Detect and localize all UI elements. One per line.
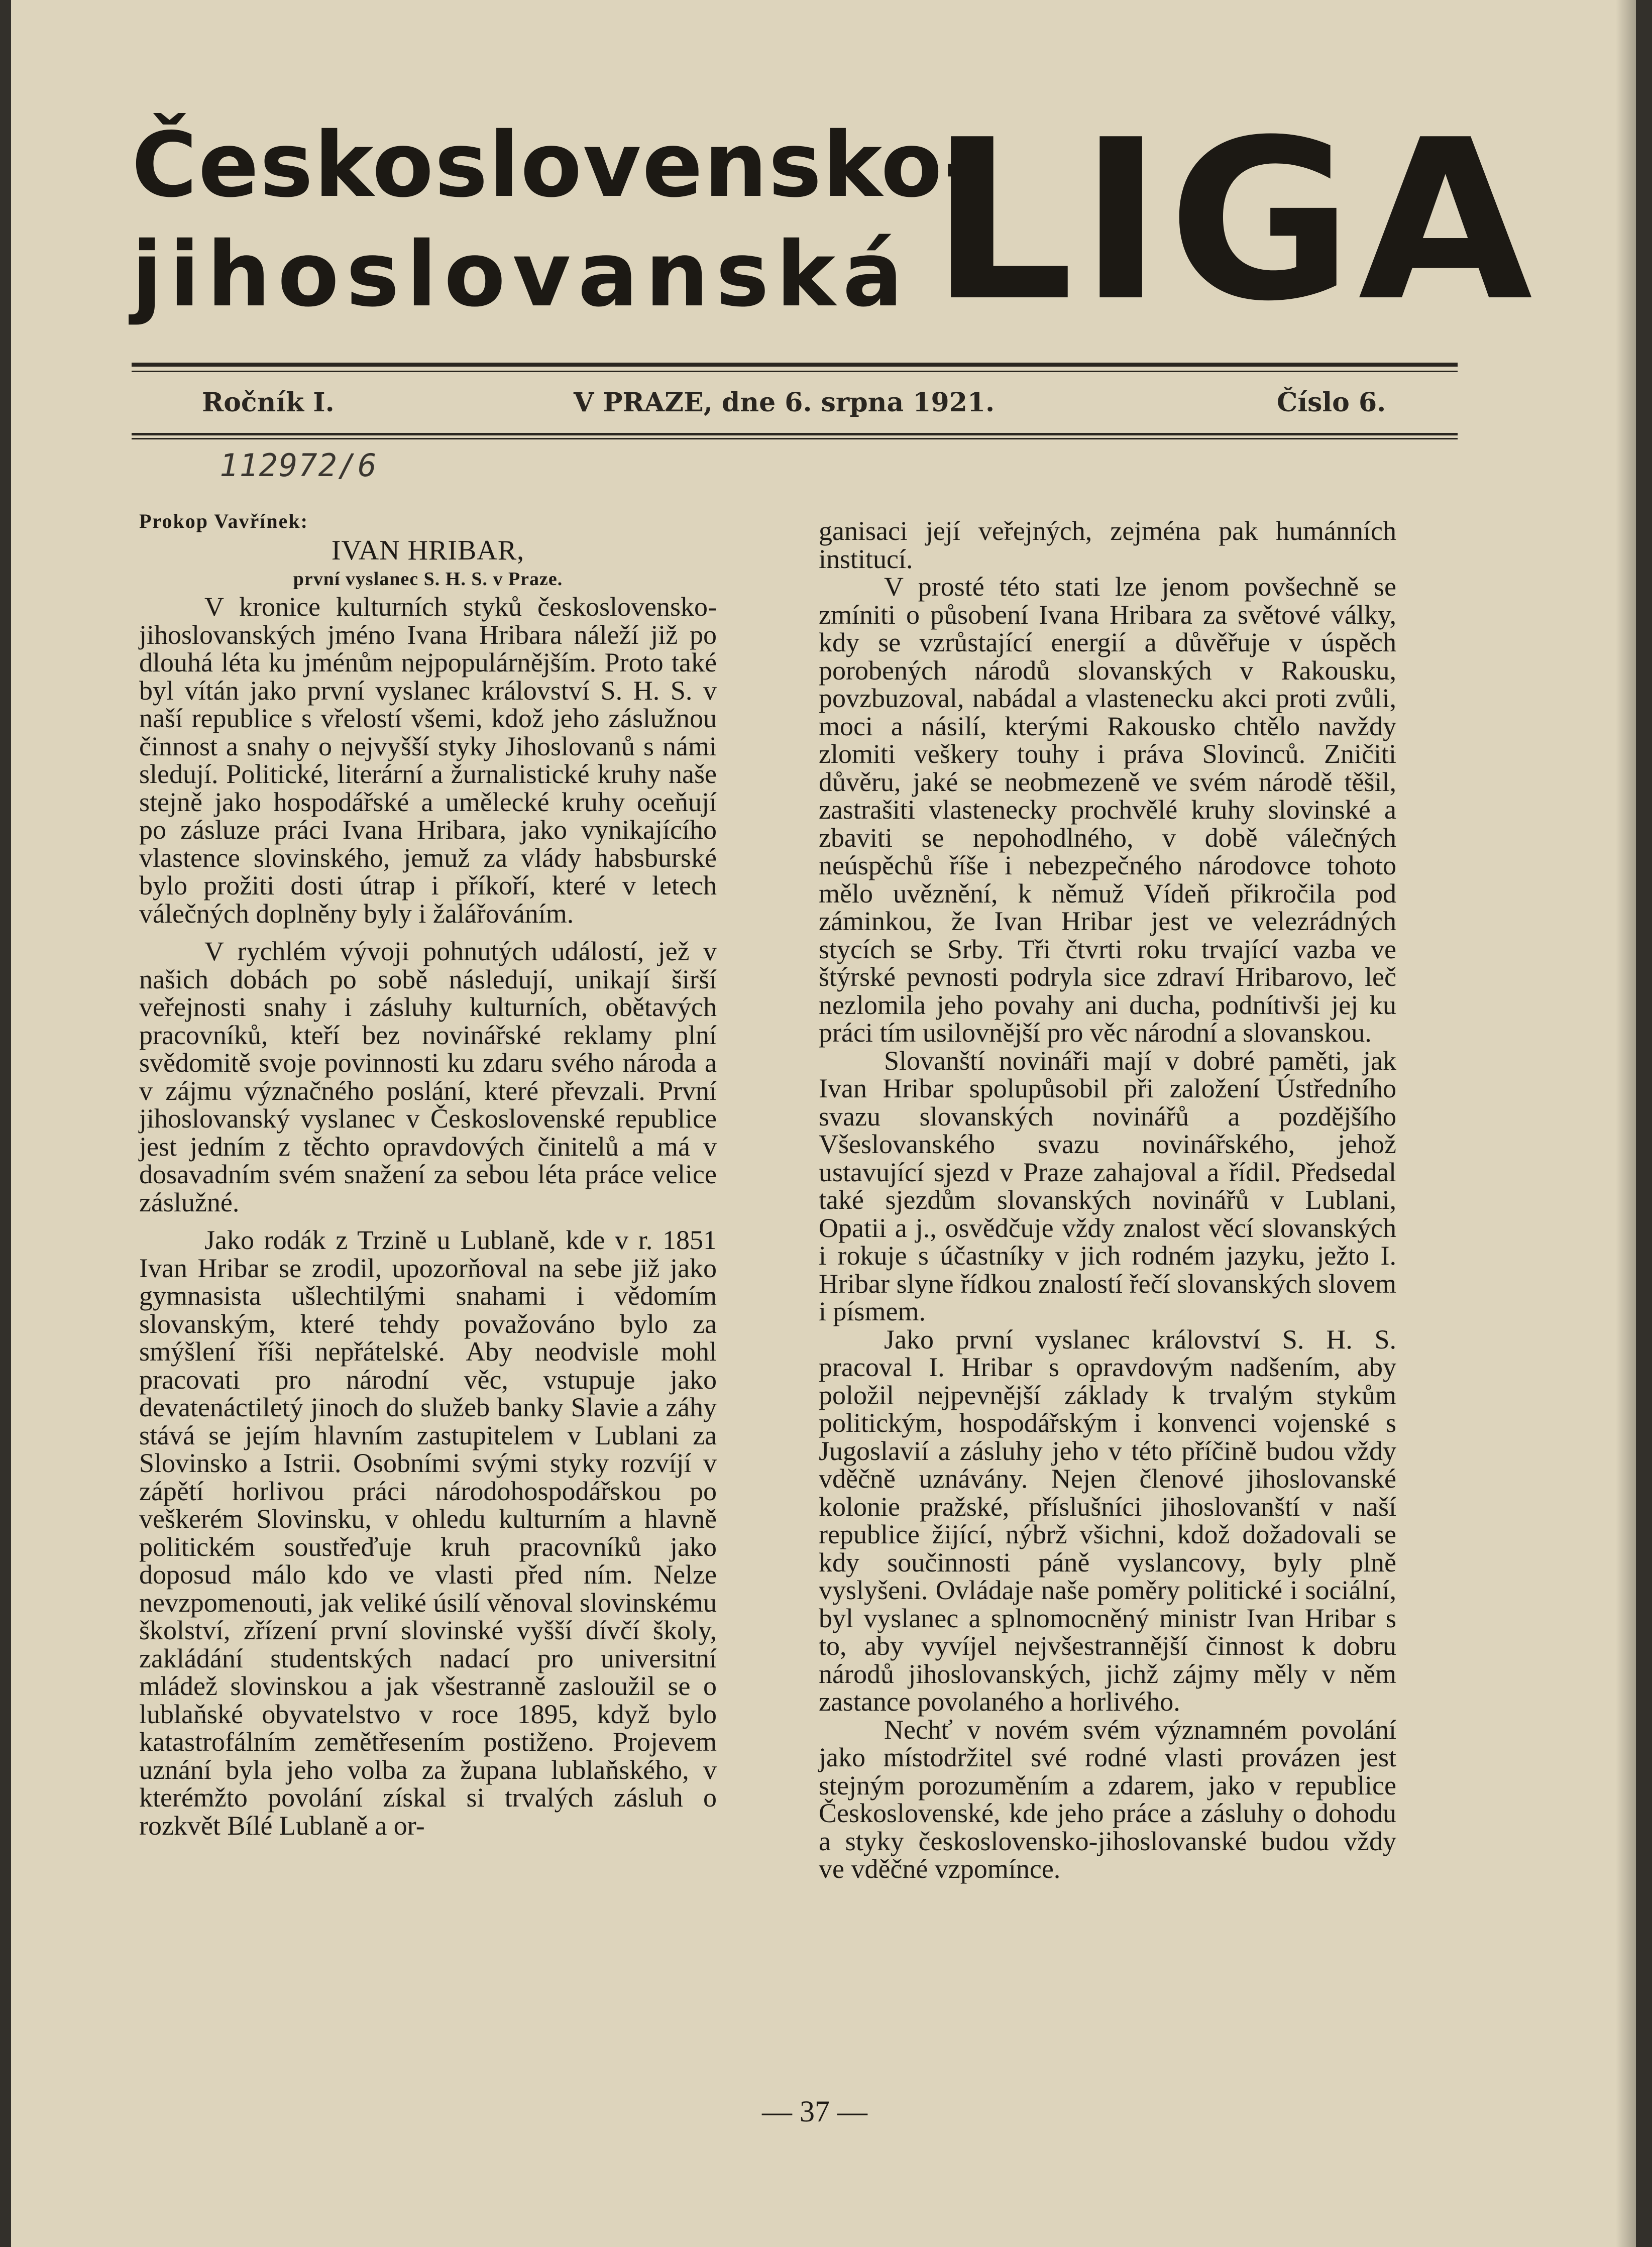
masthead-rule-bottom-thin [132, 438, 1458, 439]
article-column-left [139, 507, 717, 1840]
article-paragraph: V kronice kulturních styků československo-jihoslovanských jméno Ivana Hribara náleží již po dlouhá léta ku jménům nejpopulárnějším. Proto také byl vítán jako první vyslanec království S. H. S. v naší republice s vřelostí všemi, kdož jeho záslužnou činnost a snahy o nejvyšší styky Jihoslovanů s námi sledují. Politické, literární a žurnalistické kruhy naše stejně jako hospodářské a umělecké kruhy oceňují po zásluze práci Ivana Hribara, jako vynikajícího vlastence slovinského, jemuž za vlády habsburské bylo prožiti dosti útrap i příkoří, které v letech válečných doplněny byly i žalářováním. [139, 592, 717, 929]
masthead-rule-top-thin [132, 371, 1458, 372]
masthead-title [132, 110, 981, 329]
newspaper-page [11, 0, 1636, 2247]
article-paragraph: V prosté této stati lze jenom povšechně se zmíniti o působení Ivana Hribara za světové války, kdy se vzrůstající energií a důvěřuje v úspěch porobených národů slovanských v Rakousku, povzbuzoval, nabádal a vlastenecku akci proti zvůli, moci a násilí, kterými Rakousko chtělo navždy zlomiti veškery touhy i práva Slovinců. Zničiti důvěru, jaké se neobmezeně ve svém národě těšil, zastrašiti vlastenecky prochvělé kruhy slovinské a zbaviti se nepohodlného, v době válečných neúspěchů říše i nebezpečného národovce tohoto mělo uvěznění, k němuž Vídeň přikročila pod záminkou, že Ivan Hribar jest ve velezrádných stycích se Srby. Tři čtvrti roku trvající vazba ve štýrské pevnosti podryla sice zdraví Hribarovo, leč nezlomila jeho povahy ani ducha, podnítivši jej ku práci tím usilovnější pro věc národní a slovanskou. [819, 572, 1396, 1048]
article-paragraph: Slovanští novináři mají v dobré paměti, jak Ivan Hribar spolupůsobil při založení Ústředního svazu slovanských novinářů a pozdějšího Všeslovanského svazu novinářského, jehož ustavující sjezd v Praze zahajoval a řídil. Předsedal také sjezdům slovanských novinářů v Lublani, Opatii a j., osvědčuje vždy znalost věcí slovanských i rokuje s účastníky v jich rodném jazyku, ježto I. Hribar slyne řídkou znalostí řečí slovanských slovem i písmem. [819, 1045, 1396, 1326]
article-subtitle: první vyslanec S. H. S. v Praze. [293, 568, 563, 590]
issue-place-date: V PRAZE, dne 6. srpna 1921. [574, 387, 995, 418]
article-author: Prokop Vavřínek: [139, 510, 308, 532]
issue-line [202, 383, 1433, 423]
issue-number: Číslo 6. [1277, 387, 1386, 418]
page-edge-shadow [1616, 0, 1636, 2247]
page-number: — 37 — [762, 2095, 867, 2128]
issue-volume: Ročník I. [202, 387, 335, 418]
article-title: IVAN HRIBAR, [331, 534, 525, 566]
masthead-title-line2: jihoslovanská [132, 222, 910, 326]
article-paragraph: ganisaci její veřejných, zejména pak humánních institucí. [819, 516, 1396, 574]
article-column-right [819, 517, 1396, 1883]
masthead-liga: LIGA [930, 92, 1538, 350]
handwritten-catalog-note: 112972/6 [219, 447, 378, 484]
masthead-rule-bottom [132, 433, 1458, 435]
masthead-rule-top [132, 363, 1458, 367]
article-paragraph: Nechť v novém svém významném povolání jako místodržitel své rodné vlasti provázen jest stejným porozuměním a zdarem, jako v republice Československé, kde jeho práce a zásluhy o dohodu a styky československo-jihoslovanské budou vždy ve vděčné vzpomínce. [819, 1714, 1396, 1884]
masthead-title-line1: Československo- [132, 113, 981, 217]
article-paragraph: Jako první vyslanec království S. H. S. pracoval I. Hribar s opravdovým nadšením, aby položil nejpevnější základy k trvalým stykům politickým, hospodářským i konvenci vojenské s Jugoslavií a zásluhy jeho v této příčině budou vždy vděčně uznávány. Nejen členové jihoslovanské kolonie pražské, příslušníci jihoslovanští v naší republice žijící, nýbrž všichni, kdož dožadovali se kdy součinnosti páně vyslancovy, byly plně vyslyšeni. Ovládaje naše poměry politické i sociální, byl vyslanec a splnomocněný ministr Ivan Hribar s to, aby vyvíjel nejvšestrannější činnost k dobru národů jihoslovanských, jichž zájmy měly v něm zastance povolaného a horlivého. [819, 1324, 1396, 1717]
article-paragraph: V rychlém vývoji pohnutých událostí, jež v našich dobách po sobě následují, unikají širší veřejnosti snahy i zásluhy kulturních, obětavých pracovníků, kteří bez novinářské reklamy plní svědomitě svoje povinnosti ku zdaru svého národa a v zájmu význačného poslání, které převzali. První jihoslovanský vyslanec v Československé republice jest jedním z těchto opravdových činitelů a má v dosavadním svém snažení za sebou léta práce velice záslužné. [139, 936, 717, 1217]
article-paragraph: Jako rodák z Trzině u Lublaně, kde v r. 1851 Ivan Hribar se zrodil, upozorňoval na sebe již jako gymnasista ušlechtilými snahami i vědomím slovanským, které tehdy považováno bylo za smýšlení říši nepřátelské. Aby neodvisle mohl pracovati pro národní věc, vstupuje jako devatenáctiletý jinoch do služeb banky Slavie a záhy stává se jejím hlavním zastupitelem v Lublani za Slovinsko a Istrii. Osobními svými styky rozvíjí v zápětí horlivou práci národohospodářskou po veškerém Slovinsku, v ohledu kulturním a hlavně politickém soustřeďuje kruh pracovníků jako doposud málo kdo ve vlasti před ním. Nelze nevzpomenouti, jak veliké úsilí věnoval slovinskému školství, zřízení první slovinské vyšší dívčí školy, zakládání studentských nadací pro universitní mládež slovinskou a jak všestranně zasloužil se o lublaňské obyvatelstvo v roce 1895, když bylo katastrofálním zemětřesením postiženo. Projevem uznání byla jeho volba za župana lublaňského, v kterémžto povolání získal si trvalých zásluh o rozkvět Bílé Lublaně a or- [139, 1225, 717, 1841]
